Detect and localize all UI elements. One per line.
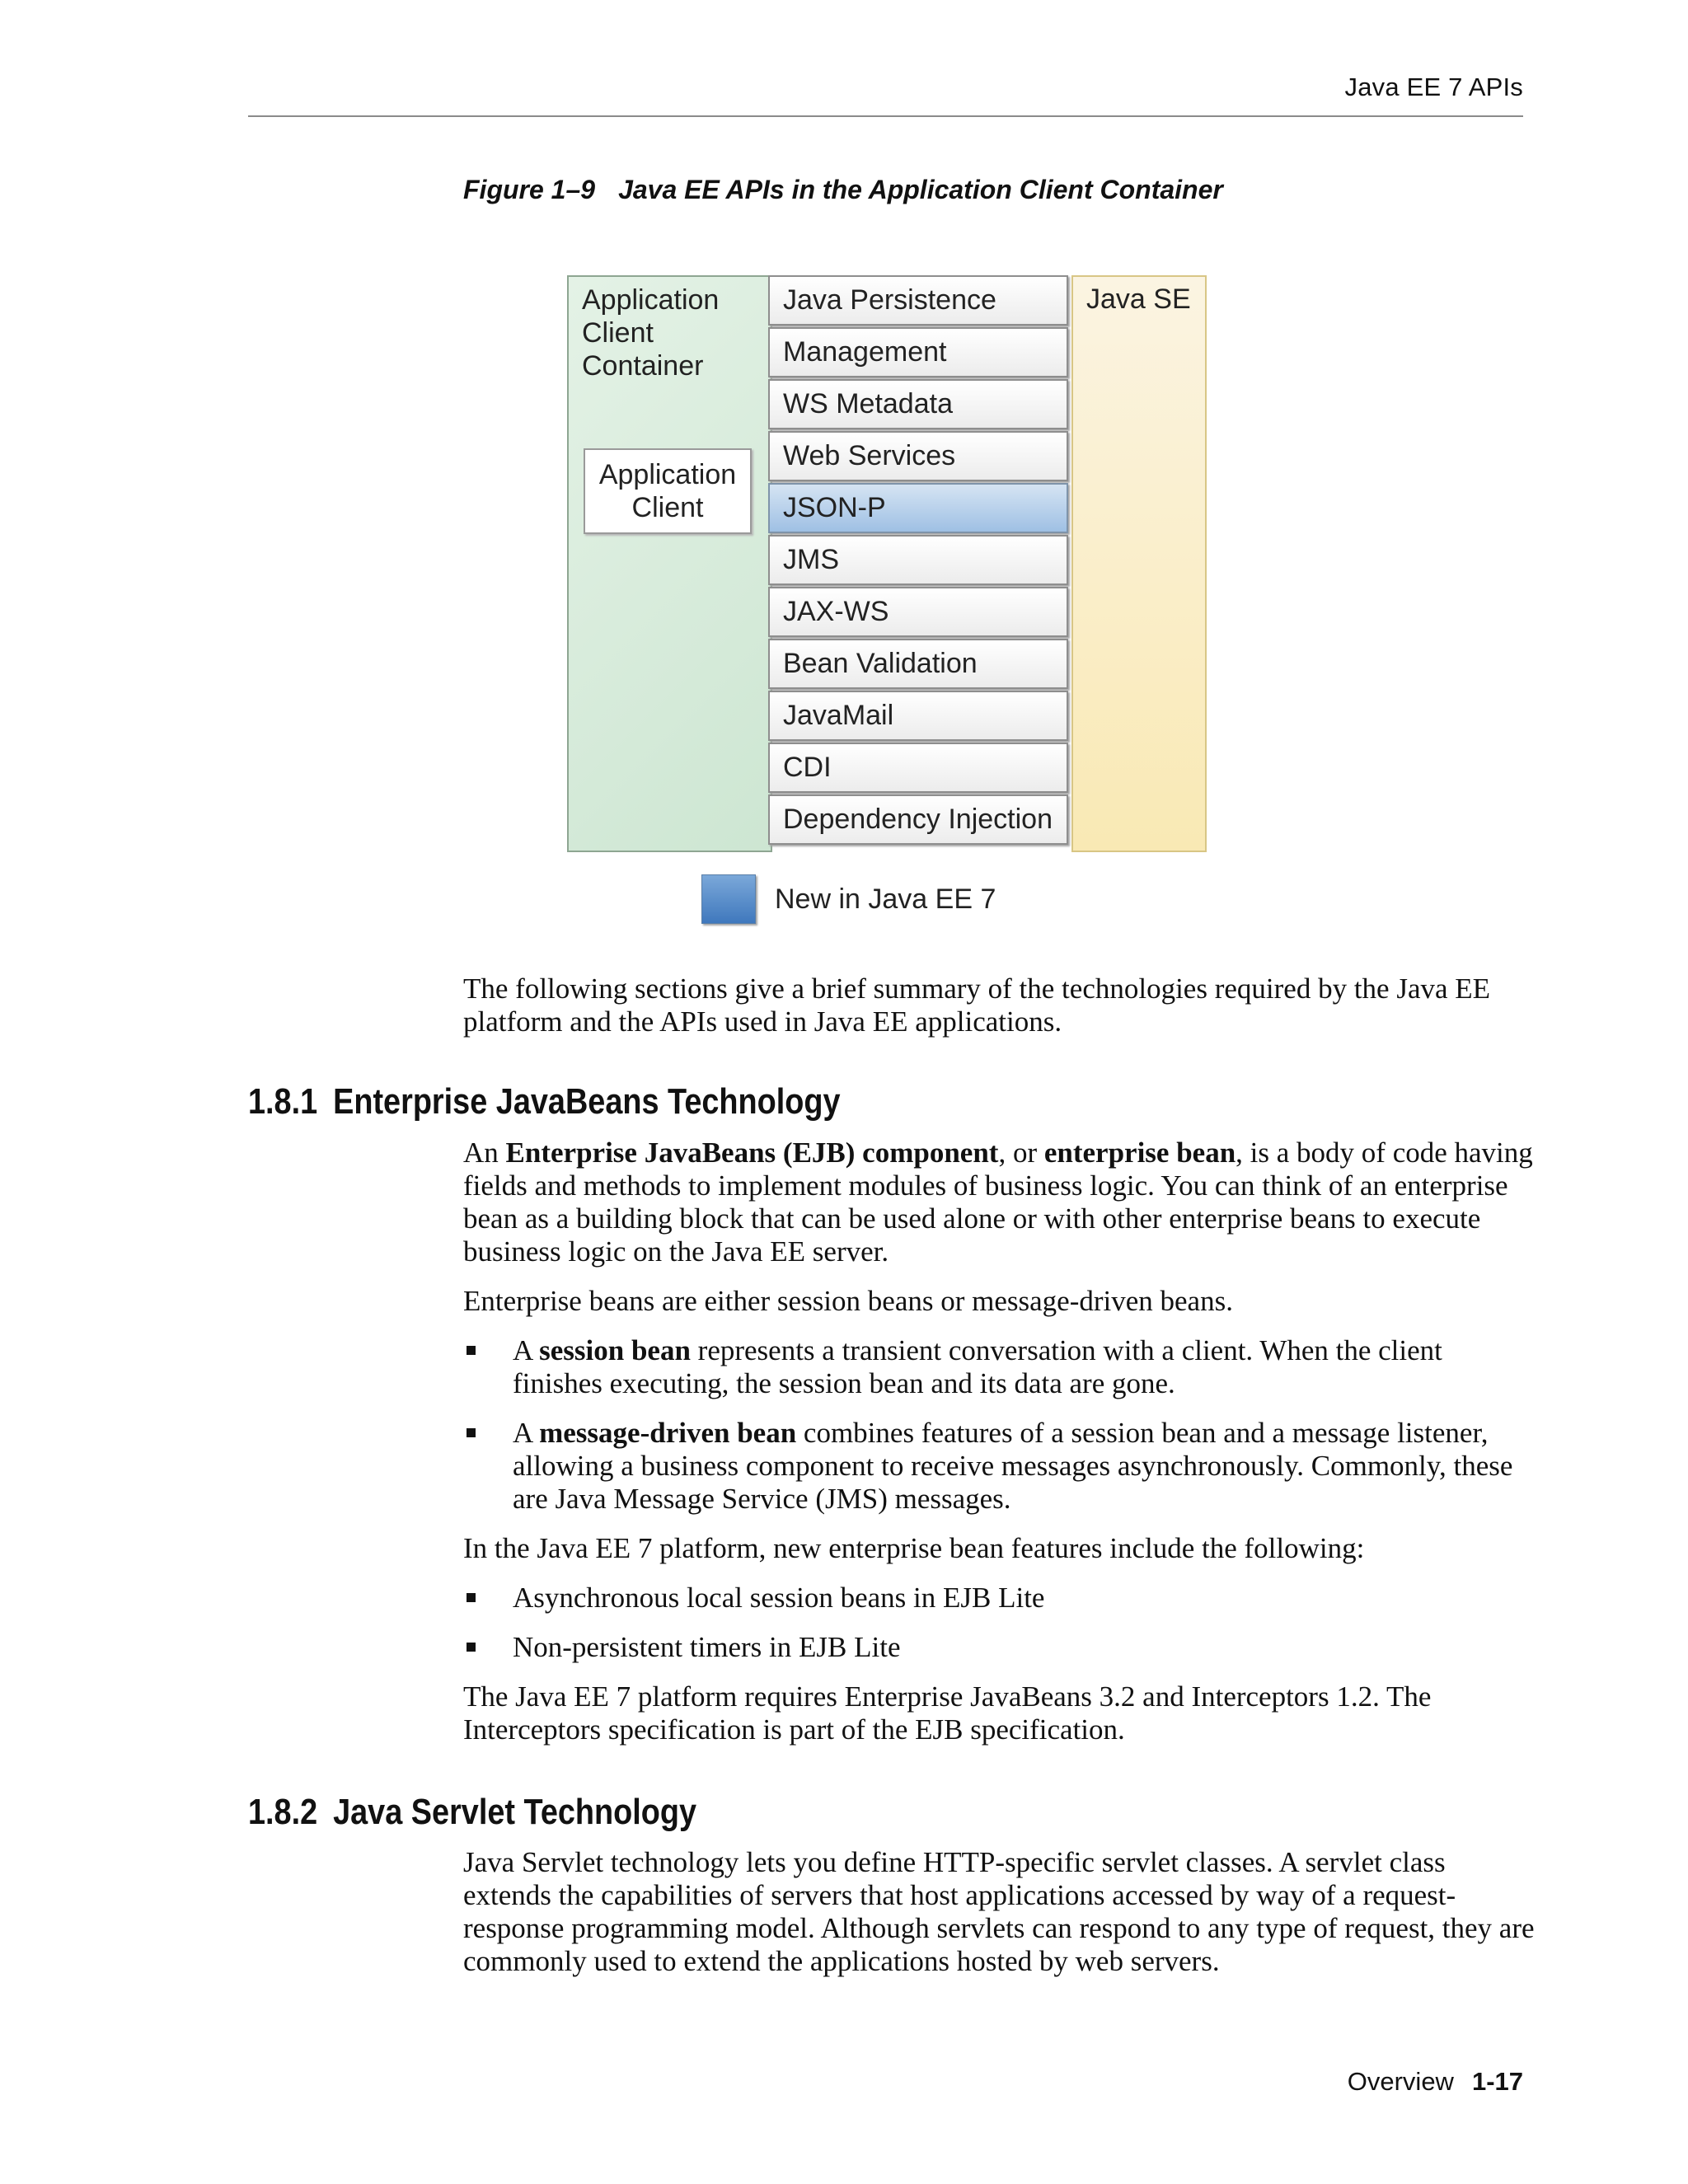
page-footer bbox=[1348, 2067, 1523, 2097]
figure-label: Figure 1–9 bbox=[463, 175, 596, 204]
page-number: 1-17 bbox=[1471, 2067, 1523, 2096]
api-diagram bbox=[567, 275, 1206, 851]
running-header: Java EE 7 APIs bbox=[1344, 73, 1523, 101]
api-java-persistence: Java Persistence bbox=[768, 275, 1068, 326]
section-number: 1.8.1 bbox=[248, 1081, 318, 1122]
section-heading bbox=[248, 1792, 696, 1833]
term-enterprise-bean: enterprise bean bbox=[1043, 1137, 1236, 1169]
container-label-line: Application bbox=[582, 284, 720, 316]
term-session-bean: session bean bbox=[539, 1334, 691, 1366]
term-message-driven-bean: message-driven bean bbox=[539, 1417, 797, 1449]
section-title: Enterprise JavaBeans Technology bbox=[333, 1081, 841, 1122]
container-label bbox=[582, 284, 763, 382]
header-rule bbox=[248, 115, 1523, 117]
bean-types-paragraph: Enterprise beans are either session beans or message-driven beans. bbox=[463, 1285, 1233, 1317]
api-ws-metadata: WS Metadata bbox=[768, 379, 1068, 429]
new-features-paragraph: In the Java EE 7 platform, new enterprise bean features include the following: bbox=[463, 1532, 1365, 1564]
api-cdi: CDI bbox=[768, 743, 1068, 793]
container-label-line: Client bbox=[582, 317, 654, 349]
api-management: Management bbox=[768, 327, 1068, 377]
application-client-container-box bbox=[567, 275, 772, 852]
api-json-p: JSON-P bbox=[768, 483, 1068, 533]
java-se-box bbox=[1071, 275, 1207, 852]
term-ejb-component: Enterprise JavaBeans (EJB) component bbox=[505, 1137, 999, 1169]
api-jax-ws: JAX-WS bbox=[768, 587, 1068, 637]
bullet-marker bbox=[467, 1593, 476, 1602]
intro-paragraph: The following sections give a brief summary of the technologies required by the Java EE platform and the APIs used in Java EE applications. bbox=[463, 972, 1491, 1038]
bullet-marker bbox=[467, 1643, 476, 1652]
bullet-marker bbox=[467, 1428, 476, 1437]
ejb-definition-paragraph: An Enterprise JavaBeans (EJB) component, or enterprise bean, is a body of code having fields and methods to implement modules of business logic. You can think of an enterprise bean as a building block that can be used alone or with other enterprise beans to execute business logic on the Java EE server. bbox=[463, 1137, 1533, 1268]
servlet-paragraph: Java Servlet technology lets you define HTTP-specific servlet classes. A servlet class extends the capabilities of servers that host applications accessed by way of a request-response programming model. Although servlets can respond to any type of request, they are commonly used to extend the applications hosted by web servers. bbox=[463, 1846, 1535, 1977]
bullet-marker bbox=[467, 1346, 476, 1355]
section-title: Java Servlet Technology bbox=[333, 1792, 697, 1832]
application-client-line: Client bbox=[631, 492, 704, 523]
api-web-services: Web Services bbox=[768, 431, 1068, 481]
legend-label: New in Java EE 7 bbox=[775, 883, 996, 915]
api-bean-validation: Bean Validation bbox=[768, 639, 1068, 689]
legend-new-swatch bbox=[701, 874, 756, 924]
figure-title: Java EE APIs in the Application Client Container bbox=[618, 175, 1223, 204]
api-javamail: JavaMail bbox=[768, 691, 1068, 741]
figure-caption bbox=[463, 175, 1223, 205]
section-heading bbox=[248, 1081, 841, 1122]
api-dependency-injection: Dependency Injection bbox=[768, 794, 1068, 845]
application-client-line: Application bbox=[598, 459, 737, 490]
application-client-box bbox=[584, 448, 752, 534]
ejb-requirements-paragraph: The Java EE 7 platform requires Enterprise JavaBeans 3.2 and Interceptors 1.2. The Interceptors specification is part of the EJB specification. bbox=[463, 1680, 1432, 1746]
section-number: 1.8.2 bbox=[248, 1792, 318, 1832]
footer-section: Overview bbox=[1347, 2067, 1454, 2096]
container-label-line: Container bbox=[582, 350, 704, 382]
java-se-label: Java SE bbox=[1086, 284, 1191, 315]
api-jms: JMS bbox=[768, 535, 1068, 585]
